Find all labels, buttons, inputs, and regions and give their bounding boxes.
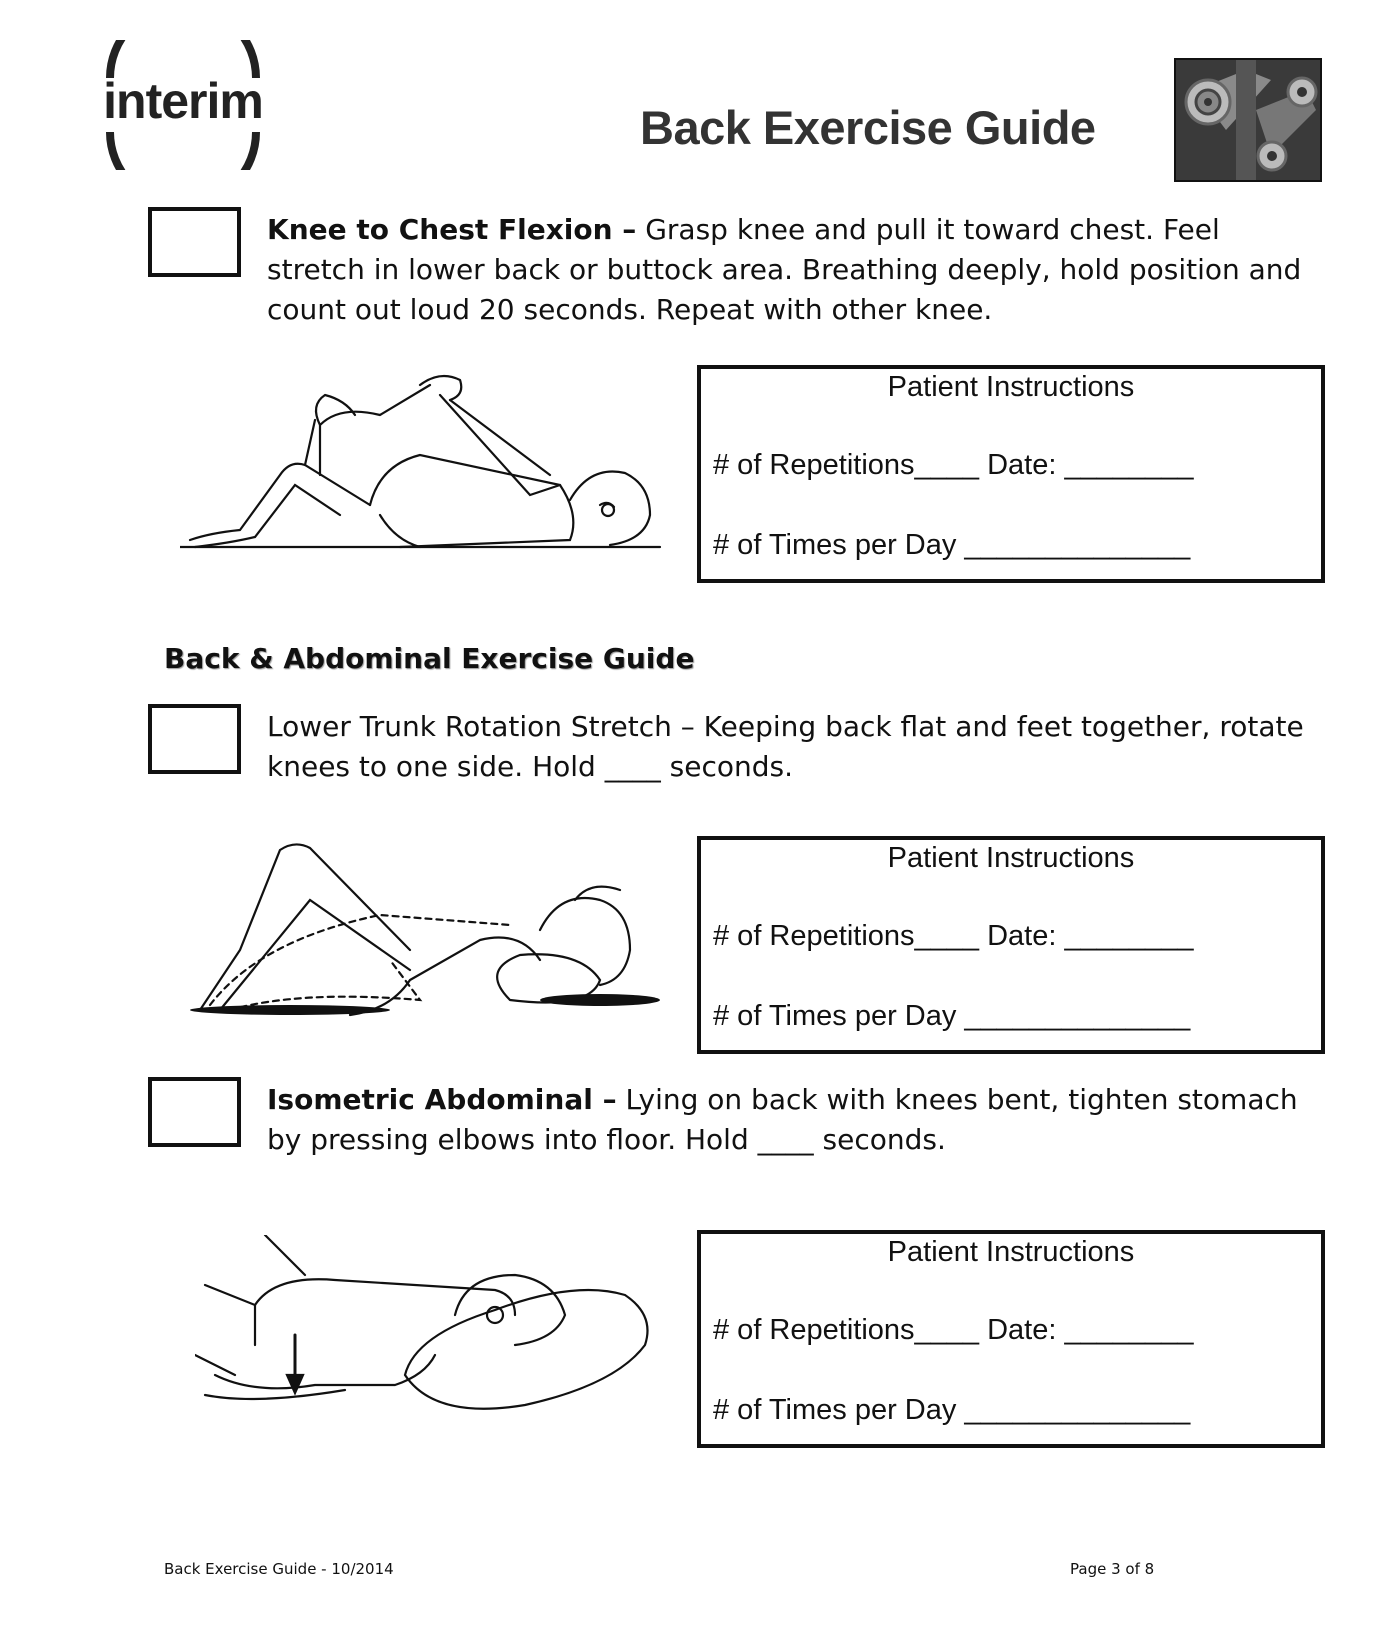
instructions-title: Patient Instructions xyxy=(887,371,1135,403)
logo-text: interim xyxy=(103,73,263,129)
exercise-description xyxy=(267,1080,1307,1160)
footer-doc-info: Back Exercise Guide - 10/2014 xyxy=(164,1560,394,1578)
trunk-rotation-illustration xyxy=(180,840,670,1020)
repetitions-date-line[interactable]: # of Repetitions____ Date: ________ xyxy=(713,920,1194,952)
repetitions-date-line[interactable]: # of Repetitions____ Date: ________ xyxy=(713,449,1194,481)
isometric-abdominal-illustration xyxy=(195,1235,665,1435)
instructions-title: Patient Instructions xyxy=(887,842,1135,874)
times-per-day-line[interactable]: # of Times per Day ______________ xyxy=(713,1394,1191,1426)
knee-to-chest-illustration xyxy=(180,365,670,565)
footer-page-number: Page 3 of 8 xyxy=(1070,1560,1155,1578)
exercise-text: Lower Trunk Rotation Stretch – Keeping back flat and feet together, rotate knees to one side. Hold ____ seconds. xyxy=(267,710,1304,783)
instructions-title: Patient Instructions xyxy=(887,1236,1135,1268)
pulley-machine-image xyxy=(1174,58,1322,182)
interim-logo xyxy=(88,40,278,170)
exercise-text: Lying on back with knees bent, tighten stomach by pressing elbows into floor. Hold ____ seconds. xyxy=(267,1083,1298,1156)
page-title: Back Exercise Guide xyxy=(640,101,1096,154)
exercise-description xyxy=(267,707,1307,787)
times-per-day-line[interactable]: # of Times per Day ______________ xyxy=(713,1000,1191,1032)
patient-instructions-box xyxy=(697,365,1325,583)
exercise-name: Knee to Chest Flexion – xyxy=(267,213,637,246)
exercise-checkbox-knee-to-chest[interactable] xyxy=(148,207,241,277)
patient-instructions-box xyxy=(697,1230,1325,1448)
exercise-checkbox-trunk-rotation[interactable] xyxy=(148,704,241,774)
patient-instructions-box xyxy=(697,836,1325,1054)
exercise-description xyxy=(267,210,1307,330)
repetitions-date-line[interactable]: # of Repetitions____ Date: ________ xyxy=(713,1314,1194,1346)
exercise-text: Grasp knee and pull it toward chest. Feel stretch in lower back or buttock area. Breathing deeply, hold position and count out loud 20 seconds. Repeat with other knee. xyxy=(267,213,1302,326)
section-heading: Back & Abdominal Exercise Guide xyxy=(164,642,695,675)
exercise-name: Isometric Abdominal – xyxy=(267,1083,617,1116)
exercise-checkbox-isometric-abdominal[interactable] xyxy=(148,1077,241,1147)
times-per-day-line[interactable]: # of Times per Day ______________ xyxy=(713,529,1191,561)
